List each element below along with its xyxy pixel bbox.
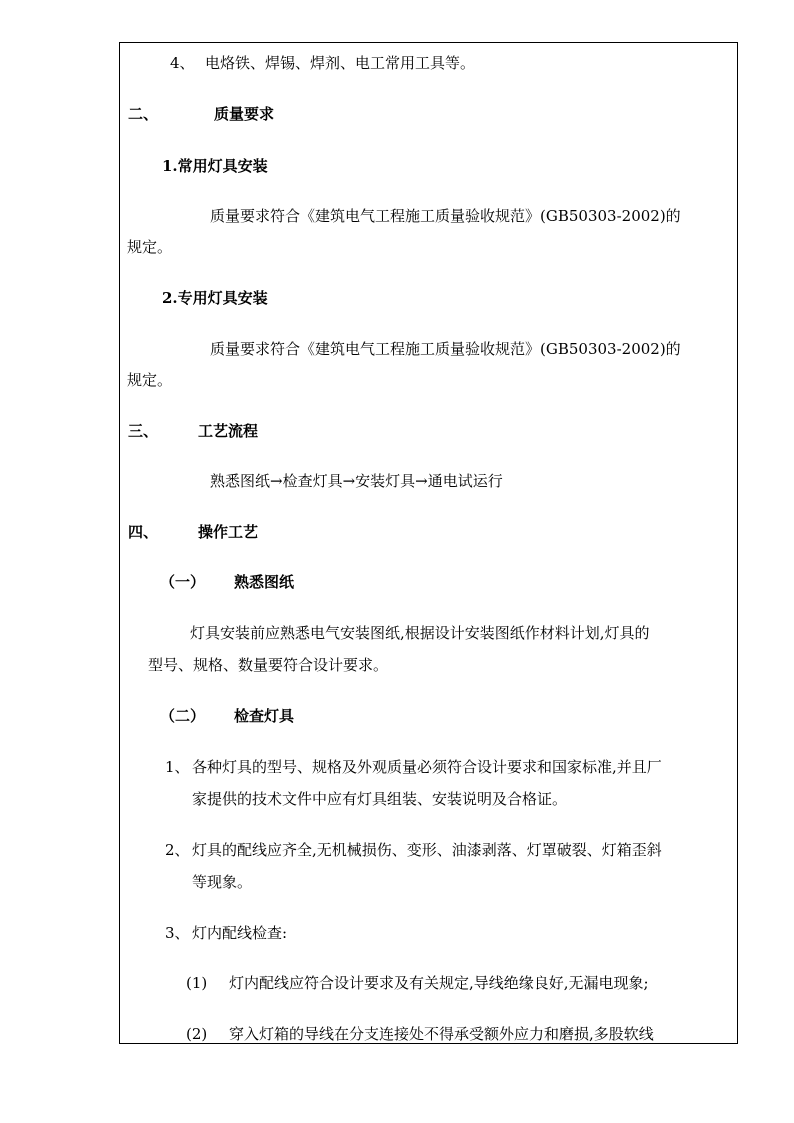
item-number: 4、 [170, 54, 195, 72]
document-frame [119, 42, 738, 1044]
sublist-text: 穿入灯箱的导线在分支连接处不得承受额外应力和磨损,多股软线 [229, 1025, 654, 1043]
process-flow: 熟悉图纸→检查灯具→安装灯具→通电试运行 [210, 472, 503, 490]
section-title: 质量要求 [214, 105, 275, 123]
section-title: 工艺流程 [198, 422, 259, 440]
section-number: 二、 [128, 105, 159, 123]
paragraph-line: 规定。 [127, 371, 173, 389]
list-number: 2、 [165, 841, 190, 859]
subsection-title: 1.常用灯具安装 [162, 157, 268, 175]
sublist-number: (2) [186, 1025, 208, 1043]
part-title: 检查灯具 [234, 707, 295, 725]
list-text-line: 家提供的技术文件中应有灯具组装、安装说明及合格证。 [192, 790, 568, 808]
part-title: 熟悉图纸 [234, 573, 295, 591]
item-text: 电烙铁、焊锡、焊剂、电工常用工具等。 [205, 54, 476, 72]
paragraph-line: 规定。 [127, 238, 173, 256]
paragraph-line: 型号、规格、数量要符合设计要求。 [148, 656, 389, 674]
paragraph-line: 质量要求符合《建筑电气工程施工质量验收规范》(GB50303-2002)的 [210, 207, 681, 225]
section-number: 四、 [128, 523, 159, 541]
list-number: 3、 [165, 924, 190, 942]
list-text-line: 等现象。 [192, 873, 253, 891]
list-text-line: 灯具的配线应齐全,无机械损伤、变形、油漆剥落、灯罩破裂、灯箱歪斜 [192, 841, 662, 859]
sublist-number: (1) [186, 974, 208, 992]
paragraph-line: 灯具安装前应熟悉电气安装图纸,根据设计安装图纸作材料计划,灯具的 [190, 624, 650, 642]
list-text-line: 灯内配线检查: [192, 924, 288, 942]
list-text-line: 各种灯具的型号、规格及外观质量必须符合设计要求和国家标准,并且厂 [192, 758, 662, 776]
part-number: （一） [160, 573, 206, 591]
list-number: 1、 [165, 758, 190, 776]
section-number: 三、 [128, 422, 159, 440]
subsection-title: 2.专用灯具安装 [162, 289, 268, 307]
part-number: （二） [160, 707, 206, 725]
sublist-text: 灯内配线应符合设计要求及有关规定,导线绝缘良好,无漏电现象; [229, 974, 649, 992]
section-title: 操作工艺 [198, 523, 259, 541]
paragraph-line: 质量要求符合《建筑电气工程施工质量验收规范》(GB50303-2002)的 [210, 340, 681, 358]
